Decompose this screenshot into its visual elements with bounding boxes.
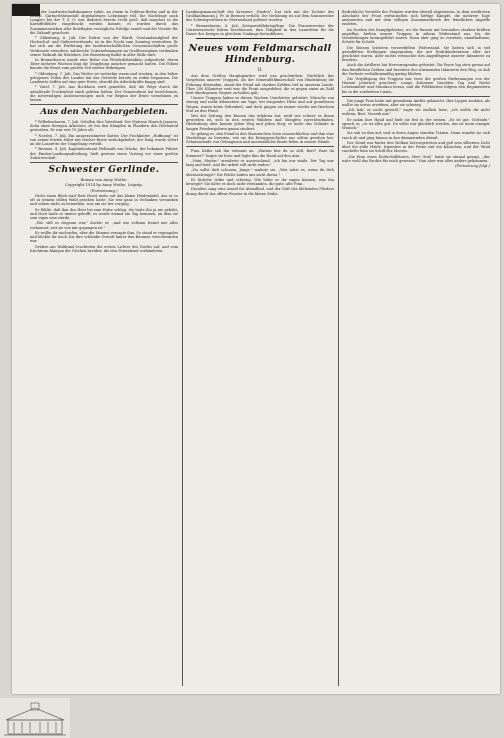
news-paragraph: * Bremerhaven, 8. Juli. Kriegswohlfahrtspflege. Die Frauenvereine der Unterweserorte haben beschlossen, ihre Tätigkeit in den Lazaretten für die Dauer des Krieges in gleichem Umfange fortzuführen.: [186, 23, 334, 36]
news-paragraph: * Norden, 7. Juli. Ein ausgezeichneter Kutter. Der Fischkutter „Hoffnung" ist von seiner letzten Fahrt mit reicher Beute zurückgekehrt; der Fang wurde sofort an die Lazarette der Umgebung verteilt.: [30, 133, 178, 146]
news-paragraph: * Oldenburg, 7. Juli. Das Wetter ist weiterhin warm und trocken; in den höher gelegenen Teilen des Landes hat das Getreide bereits zu reifen begonnen. Die Landwirte hoffen auf eine gute Ernte, obwohl die Arbeitskräfte knapp sind.: [30, 71, 178, 85]
section-divider: [30, 162, 178, 163]
news-paragraph: In Bremerhaven wurde eine Reihe von Pferdediebstählen aufgedeckt, deren Täter mehrere Wochen lang die Umgebung unsicher gemacht hatten. Die Polizei konnte die Beute zum großen Teil wieder beibringen.: [30, 58, 178, 71]
column-3: [342, 10, 490, 686]
main-article-text: [186, 74, 334, 144]
section-heading-neighbors: Aus den Nachbargebieten.: [40, 107, 168, 118]
news-paragraph: Kelle der Landwirtschaftskammer ruhte, an einem in Dohlens-Bettin und in der Königl. Gärtnerlehranstalt abgehaltenen Lehrgänge teil. Die Nachfrage nach Lungers bei der T. Z. G. war dadurch bereits recht groß, daß manches in die Kartoffelfelder eingebracht werden konnte; es wurden durch das Zusammenwirken aller Beteiligten vorzügliche Erfolge erzielt und die Vorräte für die Zukunft gesichert.: [30, 10, 178, 35]
article-continuation: [342, 10, 490, 94]
novel-paragraph: Nicht einen Blick warf Bert Horst mehr auf das kleine Heidemädel, das er so oft in seinem stillen Wald gesehen hatte. Sie war ganz in Gedanken versunken und schien nicht zu bemerken, was um sie her vorging.: [30, 194, 178, 207]
novel-paragraph: Er wollte ihr nachrufen, aber die Stimme versagte ihm. So stand er regungslos und blickte ihr nach, bis ihre schlanke Gestalt hinter den Bäumen verschwunden war.: [30, 230, 178, 244]
novel-paragraph: Der Mond war hinter den Wolken hervorgetreten und goß sein silbernes Licht über die stille Heide. Irgendwo in der Ferne rief ein Käuzchen, und der Wind raschelte leise im Schilf des Moores.: [342, 140, 490, 154]
section-divider: [196, 38, 324, 39]
novel-paragraph: „Ich hab' es nicht gewußt," sagte sie endlich leise, „ich wollte dir nicht wehtun, Bert. Verzeih mir.": [342, 108, 490, 117]
news-paragraph: * Oldenburg, 6. Juli. Der Hofrat von der Wardt, Vorstandsmitglied der Hochschul- und Südwestverbands, ist in der Nacht zum Sonntag verstorben. Er hat sich um die Förderung der landwirtschaftlichen Genossenschaften große Verdienste erworben; zahlreiche Unternehmungen im Großherzogtum verdanken seiner Tatkraft ihr Bestehen. Die Beisetzung findet in aller Stille statt.: [30, 36, 178, 57]
section-divider: [186, 146, 334, 147]
novel-paragraph: Er lächelte trübe und schwieg. Wie hätte er ihr sagen können, was ihn bewegte? Sie hätte es doch nicht verstanden, die gute, alte Frau.: [186, 177, 334, 186]
novel-paragraph: „Wie still es ringsum war," dachte er, „und wie seltsam fremd mir alles vorkommt, seit sie von mir gegangen ist.": [30, 221, 178, 230]
article-part-numeral: II.: [257, 67, 263, 73]
novel-part-note: (Fortsetzung.): [90, 187, 118, 193]
novel-paragraph: Drüben am Waldrand leuchteten die ersten Lichter des Dorfes auf, und vom Kirchturm klangen die Glocken herüber, die den Feierabend verkündeten.: [30, 244, 178, 253]
article-paragraph: Auch die Artillerie hat Hervorragendes geleistet. Ihr Feuer lag stets genau auf den feindlichen Gräben und bereitete der stürmenden Infanterie den Weg, so daß die Verluste verhältnismäßig gering blieben.: [342, 63, 490, 76]
novel-paragraph: Draußen sang eine Amsel ihr Abendlied, und der Duft des blühenden Flieders drang durch das offene Fenster in die kleine Stube.: [186, 187, 334, 196]
article-paragraph: Im Norden des Kampfgebietes, wo die Russen mit besonders starken Kräften angriffen, hielten unsere Truppen in zähem Widerstand aus, bis die Verstärkungen herangeführt waren. Dann aber ging es vorwärts, unaufhaltsam, Schritt für Schritt.: [342, 27, 490, 45]
novel-paragraph: Die junge Frau hatte mit gesenktem Antlitz gelauscht. Ihre Lippen zuckten, als wollte sie etwas erwidern, aber sie schwieg.: [342, 98, 490, 107]
novel-title: Schwester Gerlinde.: [48, 164, 160, 175]
novel-text: [342, 99, 490, 163]
column-2: [186, 10, 334, 686]
novel-author: Roman von Anny Wothe.: [80, 176, 128, 182]
section-divider: [30, 104, 178, 105]
news-paragraph: * Varel, 7. Juli. Aus Bockhorn wird gemeldet, daß die Wege durch die anhaltende Trockenheit stark gelitten haben. Der Gemeinderat hat beschlossen, die notwendigen Ausbesserungen noch vor Beginn der Ernte vornehmen zu lassen.: [30, 85, 178, 102]
novel-paragraph: Er fühlte, daß ihm das Herz bis zum Halse schlug. Sie hatte ihn ja nie geliebt, und doch hatte er immer gehofft, es werde einmal ein Tag kommen, an dem sie sein eigen sein würde.: [30, 207, 178, 220]
main-article-heading: Neues vom Feldmarschall Hindenburg.: [188, 43, 332, 66]
novel-paragraph: „Du sollst dich schonen, Junge," mahnte sie. „Was nützt es, wenn du dich überanstrengst? Die Felder laufen uns nicht davon.": [186, 168, 334, 177]
to-be-continued-note: (Fortsetzung folgt.): [455, 164, 490, 169]
section-divider: [342, 96, 490, 97]
local-news-section: [30, 10, 178, 102]
column-rule: [338, 10, 339, 686]
neighbor-news-section: [30, 120, 178, 160]
novel-paragraph: Er nahm ihre Hand und hielt sie fest in der seinen. „Es ist gut, Gerlinde," sprach er, „es ist alles gut. Du sollst nur glücklich werden, das ist mein einziger Wunsch.": [342, 117, 490, 131]
novel-paragraph: Frau Käthe sah ihn erstaunt an. „Warum bist du so still, Bert? Hast du Kummer?" fragte sie leise und legte ihm die Hand auf den Arm.: [186, 149, 334, 158]
column-1: [30, 10, 178, 686]
novel-paragraph: Sie sah zu ihm auf, und in ihren Augen standen Tränen. Dann wandte sie sich rasch ab und ging hinaus in den dämmernden Abend.: [342, 131, 490, 140]
article-paragraph: Wer der Zeitung den Russen das erfahren hat, weiß wie schwer es ihnen geworden ist, sich in den weiten Wäldern und Sümpfen zurechtzufinden. Hindenburg aber kannte jeden Weg und jeden Steg; er hatte das Gelände in langen Friedensjahren genau studiert.: [186, 114, 334, 131]
article-paragraph: Unsere Truppen haben in diesen Wochen Unerhörtes geleistet. Märsche von vierzig und mehr Kilometern am Tage, bei sengender Hitze und auf grundlosen Wegen, waren keine Seltenheit, und doch gingen sie immer wieder mit frischem Mut an den Feind.: [186, 96, 334, 113]
article-paragraph: Aus dem Großen Hauptquartier wird uns geschrieben: Nächtlich des Vorgehens unserer Truppen, als der Generalfeldmarschall von Hindenburg die Führung übernahm, stand der Feind mit starken Kräften tief in unserem Lande. Über 200 Kilometer weit war die Front ausgedehnt, die es gegen einen an Zahl weit überlegenen Gegner zu halten galt.: [186, 74, 334, 95]
newspaper-page: [12, 4, 500, 694]
column-rule: [182, 10, 183, 686]
article-paragraph: Die Verpflegung der Truppen war trotz der großen Entfernungen von der Heimat jederzeit gesichert. Lange Kolonnen brachten Tag und Nacht Lebensmittel und Munition heran, und die Feldküchen folgten den Regimentern bis in die vordersten Linien.: [342, 77, 490, 94]
news-paragraph: * Wilhelmshaven, 7. Juli. Gefallen fürs Vaterland. Der Matrose Hinrich Janssen, Sohn eines hiesigen Arbeiters, ist bei den Kämpfen in Flandern den Heldentod gestorben. Er war erst 19 Jahre alt.: [30, 120, 178, 133]
novel-paragraph: „Die Frau eines Dorfschullehrers, Herr Graf," hatte sie einmal gesagt, „das wäre wohl das Rechte für mich gewesen." Nun aber war alles anders gekommen.: [342, 154, 490, 163]
news-paragraph: * Bremen, 8. Juli. Kapitänleutnant Hellmuth von Mücke, der bekannte Führer der Emden-Landungsabteilung, hielt gestern einen Vortrag vor einer großen Zuhörerschaft.: [30, 147, 178, 160]
local-news-section: [186, 10, 334, 36]
article-paragraph: Bedrohliche Vorstöße des Feindes wurden überall abgewiesen. In dem westlichen Abschnitt der Front entwickelten sich heftige Kämpfe, die mehrere Tage andauerten und mit dem völligen Zusammenbruch der feindlichen Angriffe endeten.: [342, 10, 490, 27]
library-building-logo: [0, 698, 70, 738]
novel-text: [30, 194, 178, 253]
novel-paragraph: „Nein, Mutter," erwiderte er ausweichend, „ich bin nur müde. Der Tag war lang und heiß, und die Arbeit will nicht enden.": [186, 158, 334, 167]
novel-text: [186, 149, 334, 195]
article-paragraph: So gelang es, den Feind in den Masurischen Seen einzuschließen und ihm eine Niederlage zu bereiten, wie sie die Kriegsgeschichte nur selten gesehen hat. Zehntausende von Gefangenen und unermeßliche Beute fielen in unsere Hände.: [186, 131, 334, 145]
news-paragraph: Landungsmannschaft des Kreuzers „Emden", hat sich mit der Tochter des Großkaufmanns J. Fr. in Bremen verlobt. Die Verlobung ist auf dem Sommersitze der Schwiegereltern in Oberneuland gefeiert worden.: [186, 10, 334, 23]
novel-copyright: Copyright 1914 by Anny Wothe, Leipzig.: [65, 182, 143, 188]
article-paragraph: Die Russen leisteten verzweifelten Widerstand. Sie hatten sich in tief gestaffelten Stellungen eingegraben, die mit Drahthindernissen aller Art geschützt waren. Aber nichts vermochte den Angriffsgeist unserer Infanterie zu brechen.: [342, 45, 490, 63]
